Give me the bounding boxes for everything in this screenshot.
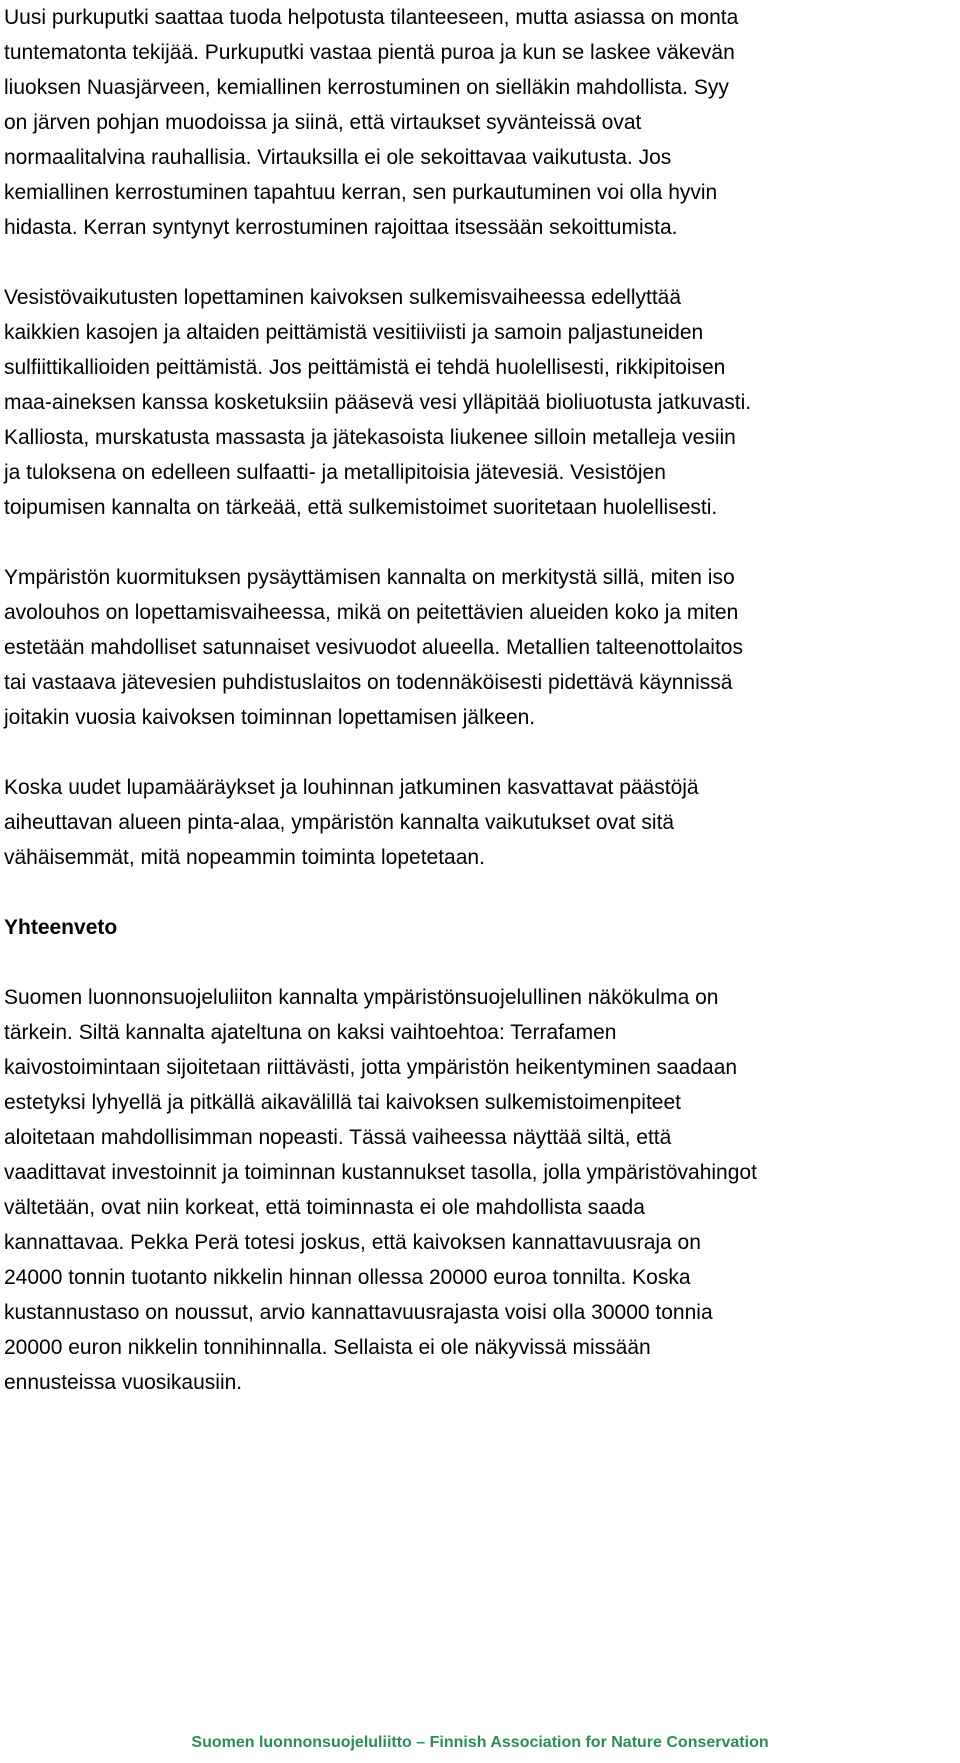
document-body: [4, 0, 958, 1400]
page-footer: Suomen luonnonsuojeluliitto – Finnish Association for Nature Conservation: [191, 1734, 769, 1751]
paragraph-purkuputki: Uusi purkuputki saattaa tuoda helpotusta tilanteeseen, mutta asiassa on monta tuntematonta tekijää. Purkuputki vastaa pientä puroa ja kun se laskee väkevän liuoksen Nuasjärveen, kemiallinen kerrostuminen on sielläkin mahdollista. Syy on järven pohjan muodoissa ja siinä, että virtaukset syvänteissä ovat normaalitalvina rauhallisia. Virtauksilla ei ole sekoittavaa vaikutusta. Jos kemiallinen kerrostuminen tapahtuu kerran, sen purkautuminen voi olla hyvin hidasta. Kerran syntynyt kerrostuminen rajoittaa itsessään sekoittumista.: [4, 6, 739, 239]
paragraph-lupamaaraykset: Koska uudet lupamääräykset ja louhinnan jatkuminen kasvattavat päästöjä aiheuttavan alueen pinta-alaa, ympäristön kannalta vaikutukset ovat sitä vähäisemmät, mitä nopeammin toiminta lopetetaan.: [4, 776, 699, 869]
paragraph-kuormitus: Ympäristön kuormituksen pysäyttämisen kannalta on merkitystä sillä, miten iso avolouhos on lopettamisvaiheessa, mikä on peitettävien alueiden koko ja miten estetään mahdolliset satunnaiset vesivuodot alueella. Metallien talteenottolaitos tai vastaava jätevesien puhdistuslaitos on todennäköisesti pidettävä käynnissä joitakin vuosia kaivoksen toiminnan lopettamisen jälkeen.: [4, 566, 743, 729]
paragraph-summary: Suomen luonnonsuojeluliiton kannalta ympäristönsuojelullinen näkökulma on tärkein. Siltä kannalta ajateltuna on kaksi vaihtoehtoa: Terrafamen kaivostoimintaan sijoitetaan riittävästi, jotta ympäristön heikentyminen saadaan estetyksi lyhyellä ja pitkällä aikavälillä tai kaivoksen sulkemistoimenpiteet aloitetaan mahdollisimman nopeasti. Tässä vaiheessa näyttää siltä, että vaadittavat investoinnit ja toiminnan kustannukset tasolla, jolla ympäristövahingot vältetään, ovat niin korkeat, että toiminnasta ei ole mahdollista saada kannattavaa. Pekka Perä totesi joskus, että kaivoksen kannattavuusraja on 24000 tonnin tuotanto nikkelin hinnan ollessa 20000 euroa tonnilta. Koska kustannustaso on noussut, arvio kannattavuusrajasta voisi olla 30000 tonnia 20000 euron nikkelin tonnihinnalla. Sellaista ei ole näkyvissä missään ennusteissa vuosikausiin.: [4, 986, 757, 1394]
paragraph-vesistovaikutukset: Vesistövaikutusten lopettaminen kaivoksen sulkemisvaiheessa edellyttää kaikkien kasojen ja altaiden peittämistä vesitiiviisti ja samoin paljastuneiden sulfiittikallioiden peittämistä. Jos peittämistä ei tehdä huolellisesti, rikkipitoisen maa-aineksen kanssa kosketuksiin pääsevä vesi ylläpitää bioliuotusta jatkuvasti. Kalliosta, murskatusta massasta ja jätekasoista liukenee silloin metalleja vesiin ja tuloksena on edelleen sulfaatti- ja metallipitoisia jätevesiä. Vesistöjen toipumisen kannalta on tärkeää, että sulkemistoimet suoritetaan huolellisesti.: [4, 286, 752, 519]
section-heading-summary: Yhteenveto: [4, 916, 118, 939]
